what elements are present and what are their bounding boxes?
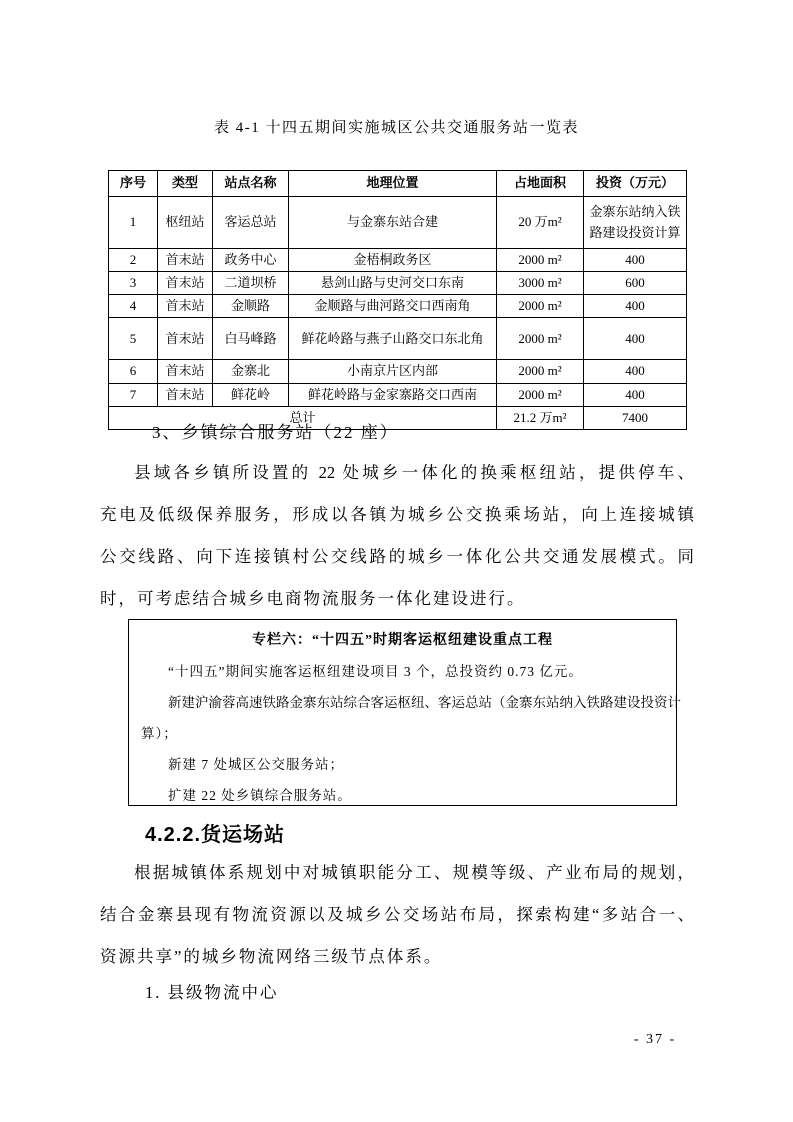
table-cell: 4 bbox=[109, 295, 158, 318]
section-3-paragraph bbox=[100, 452, 694, 620]
table-cell: 小南京片区内部 bbox=[289, 360, 497, 383]
feature-box-title: 专栏六：“十四五”时期客运枢纽建设重点工程 bbox=[252, 633, 553, 648]
paragraph-line: 公交线路、向下连接镇村公交线路的城乡一体化公共交通发展模式。同 bbox=[100, 547, 694, 566]
table-cell: 3000 m² bbox=[497, 272, 584, 295]
table-cell: 400 bbox=[584, 360, 687, 383]
table-cell: 金寨东站纳入铁路建设投资计算 bbox=[584, 197, 687, 249]
table-cell: 400 bbox=[584, 249, 687, 272]
table-cell: 首末站 bbox=[158, 249, 213, 272]
table-cell: 2000 m² bbox=[497, 249, 584, 272]
table-cell: 白马峰路 bbox=[213, 318, 289, 360]
table-cell: 枢纽站 bbox=[158, 197, 213, 249]
table-cell: 鲜花岭路与金家寨路交口西南 bbox=[289, 383, 497, 406]
table-row bbox=[109, 249, 687, 272]
table-cell: 金顺路 bbox=[213, 295, 289, 318]
page-number: - 37 - bbox=[633, 1032, 677, 1047]
box-line: 新建 7 处城区公交服务站； bbox=[168, 757, 344, 772]
table-cell: 5 bbox=[109, 318, 158, 360]
table-cell: 7 bbox=[109, 383, 158, 406]
table-cell: 2000 m² bbox=[497, 318, 584, 360]
paragraph-line: 时，可考虑结合城乡电商物流服务一体化建设进行。 bbox=[100, 589, 526, 608]
section-3-heading: 3、乡镇综合服务站（22 座） bbox=[152, 423, 399, 442]
table-cell: 600 bbox=[584, 272, 687, 295]
box-line: “十四五”期间实施客运枢纽建设项目 3 个，总投资约 0.73 亿元。 bbox=[168, 664, 583, 679]
table-row bbox=[109, 360, 687, 383]
column-header: 投资（万元） bbox=[584, 171, 687, 197]
section-4-2-2-heading: 4.2.2.货运场站 bbox=[145, 824, 286, 846]
feature-box-column-6 bbox=[128, 619, 681, 806]
table-row bbox=[109, 295, 687, 318]
table-cell: 二道坝桥 bbox=[213, 272, 289, 295]
table-header-row bbox=[109, 171, 687, 197]
table-cell: 2000 m² bbox=[497, 360, 584, 383]
table-cell: 首末站 bbox=[158, 360, 213, 383]
paragraph-line: 县域各乡镇所设置的 22 处城乡一体化的换乘枢纽站，提供停车、 bbox=[134, 463, 694, 482]
station-table bbox=[108, 170, 687, 430]
box-line: 算）； bbox=[141, 726, 178, 741]
paragraph-line: 充电及低级保养服务，形成以各镇为城乡公交换乘场站，向上连接城镇 bbox=[100, 505, 694, 524]
table-cell: 鲜花岭 bbox=[213, 383, 289, 406]
table-cell: 首末站 bbox=[158, 272, 213, 295]
total-investment-cell: 7400 bbox=[584, 406, 687, 429]
table-cell: 首末站 bbox=[158, 318, 213, 360]
column-header: 序号 bbox=[109, 171, 158, 197]
list-item-county-logistics-center: 1. 县级物流中心 bbox=[145, 983, 279, 1002]
table-cell: 2 bbox=[109, 249, 158, 272]
column-header: 站点名称 bbox=[213, 171, 289, 197]
table-cell: 1 bbox=[109, 197, 158, 249]
table-cell: 2000 m² bbox=[497, 295, 584, 318]
table-row bbox=[109, 318, 687, 360]
table-cell: 金寨北 bbox=[213, 360, 289, 383]
table-cell: 400 bbox=[584, 318, 687, 360]
table-cell: 鲜花岭路与燕子山路交口东北角 bbox=[289, 318, 497, 360]
paragraph-line: 结合金寨县现有物流资源以及城乡公交场站布局，探索构建“多站合一、 bbox=[100, 905, 694, 924]
table-cell: 金梧桐政务区 bbox=[289, 249, 497, 272]
box-line: 扩建 22 处乡镇综合服务站。 bbox=[168, 788, 352, 803]
box-line: 新建沪渝蓉高速铁路金寨东站综合客运枢纽、客运总站（金寨东站纳入铁路建设投资计 bbox=[168, 695, 681, 710]
table-cell: 6 bbox=[109, 360, 158, 383]
table-row bbox=[109, 197, 687, 249]
total-label-cell: 总计 bbox=[109, 406, 497, 429]
column-header: 地理位置 bbox=[289, 171, 497, 197]
table-cell: 与金寨东站合建 bbox=[289, 197, 497, 249]
column-header: 占地面积 bbox=[497, 171, 584, 197]
paragraph-line: 根据城镇体系规划中对城镇职能分工、规模等级、产业布局的规划， bbox=[134, 863, 694, 882]
table-cell: 3 bbox=[109, 272, 158, 295]
table-cell: 20 万m² bbox=[497, 197, 584, 249]
table-cell: 400 bbox=[584, 295, 687, 318]
table-cell: 首末站 bbox=[158, 295, 213, 318]
table-row bbox=[109, 383, 687, 406]
table-cell: 金顺路与曲河路交口西南角 bbox=[289, 295, 497, 318]
table-cell: 首末站 bbox=[158, 383, 213, 406]
table-cell: 2000 m² bbox=[497, 383, 584, 406]
paragraph-line: 资源共享”的城乡物流网络三级节点体系。 bbox=[100, 947, 443, 966]
table-cell: 政务中心 bbox=[213, 249, 289, 272]
total-area-cell: 21.2 万m² bbox=[497, 406, 584, 429]
table-cell: 悬剑山路与史河交口东南 bbox=[289, 272, 497, 295]
table-cell: 客运总站 bbox=[213, 197, 289, 249]
column-header: 类型 bbox=[158, 171, 213, 197]
section-4-2-2-paragraph bbox=[100, 852, 694, 978]
table-cell: 400 bbox=[584, 383, 687, 406]
table-caption: 表 4-1 十四五期间实施城区公共交通服务站一览表 bbox=[214, 120, 579, 136]
table-row bbox=[109, 272, 687, 295]
